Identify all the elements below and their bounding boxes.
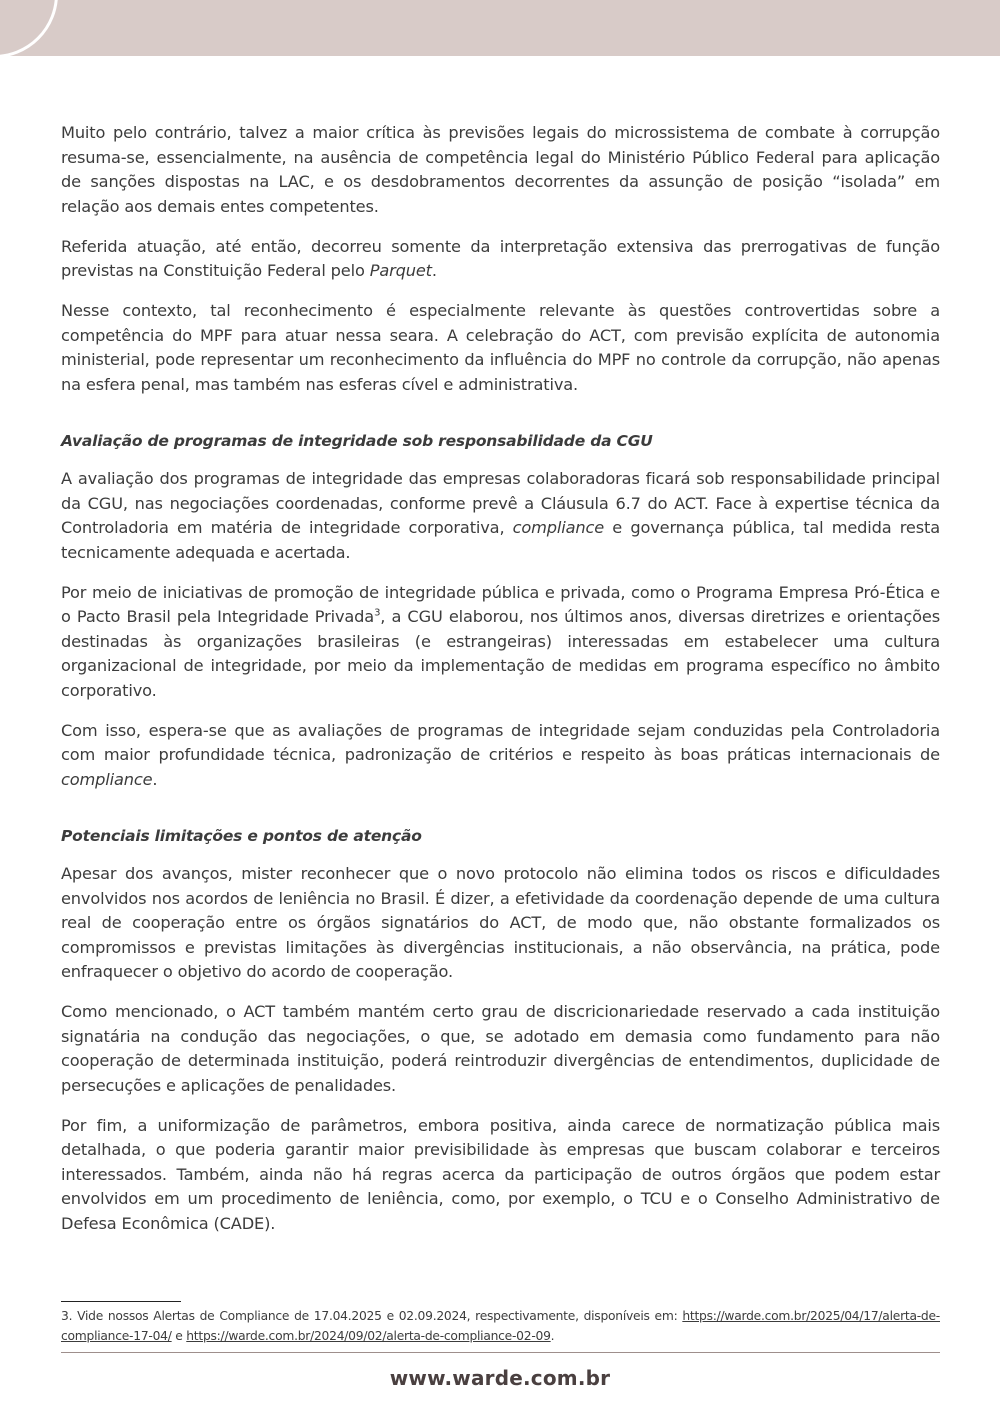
footnote-link-2024[interactable]: https://warde.com.br/2024/09/02/alerta-de-compliance-02-09	[186, 1329, 551, 1343]
paragraph-2	[61, 235, 940, 284]
footer-website[interactable]: www.warde.com.br	[389, 1366, 611, 1390]
paragraph-1: Muito pelo contrário, talvez a maior crítica às previsões legais do microssistema de combate à corrupção resuma-se, essencialmente, na ausência de competência legal do Ministério Público Federal para aplicação de sanções dispostas na LAC, e os desdobramentos decorrentes da assunção de posição “isolada” em relação aos demais entes competentes.	[61, 123, 940, 216]
header-band	[0, 0, 1000, 56]
paragraph-9: Por fim, a uniformização de parâmetros, embora positiva, ainda carece de normatização pública mais detalhada, o que poderia garantir maior previsibilidade às empresas que buscam colaborar e terceiros interessados. Também, ainda não há regras acerca da participação de outros órgãos que podem estar envolvidos em um procedimento de leniência, como, por exemplo, o TCU e o Conselho Administrativo de Defesa Econômica (CADE).	[61, 1115, 940, 1233]
paragraph-4	[61, 467, 940, 565]
corner-arc-decoration	[0, 0, 58, 58]
footnote-link-2025[interactable]: https://warde.com.br/2025/04/17/alerta-de-compliance-17-04/	[61, 1309, 940, 1343]
paragraph-4-end: e governança pública, tal medida resta tecnicamente adequada e acertada.	[61, 518, 940, 562]
paragraph-2-text: Referida atuação, até então, decorreu somente da interpretação extensiva das prerrogativas de função previstas na Constituição Federal pelo	[61, 236, 940, 280]
paragraph-2-end: .	[431, 261, 437, 280]
paragraph-5	[61, 581, 940, 704]
compliance-term: compliance	[512, 518, 605, 537]
paragraph-6-text: Com isso, espera-se que as avaliações de programas de integridade sejam conduzidas pela Controladoria com maior profundidade técnica, padronização de critérios e respeito às boas práticas internacionais de	[61, 720, 940, 764]
compliance-term: compliance	[61, 769, 153, 789]
footer-divider	[61, 1352, 940, 1353]
footnote-marker[interactable]: 3	[374, 607, 381, 619]
section-heading-limitations: Potenciais limitações e pontos de atenção	[61, 827, 422, 845]
paragraph-5-end: , a CGU elaborou, nos últimos anos, diversas diretrizes e orientações destinadas às organizações brasileiras (e estrangeiras) interessadas em estabelecer uma cultura organizacional de integridade, por meio da implementação de medidas em programa específico no âmbito corporativo.	[61, 607, 940, 700]
footnote-divider	[61, 1301, 181, 1302]
parquet-term: Parquet	[369, 261, 432, 280]
footnote-conjunction: e	[171, 1329, 187, 1343]
paragraph-7: Apesar dos avanços, mister reconhecer que o novo protocolo não elimina todos os riscos e dificuldades envolvidos nos acordos de leniência no Brasil. É dizer, a efetividade da coordenação depende de uma cultura real de cooperação entre os órgãos signatários do ACT, de modo que, não obstante formalizados os compromissos e previstas limitações às divergências institucionais, a não observância, na prática, pode enfraquecer o objetivo do acordo de cooperação.	[61, 864, 940, 981]
footnote-end: .	[550, 1329, 555, 1343]
paragraph-6-end: .	[152, 769, 158, 789]
paragraph-6	[61, 719, 940, 793]
main-content	[61, 121, 940, 1252]
section-heading-cgu: Avaliação de programas de integridade sob responsabilidade da CGU	[61, 432, 653, 450]
footnote-3	[61, 1306, 940, 1346]
paragraph-3: Nesse contexto, tal reconhecimento é especialmente relevante às questões controvertidas sobre a competência do MPF para atuar nessa seara. A celebração do ACT, com previsão explícita de autonomia ministerial, pode representar um reconhecimento da influência do MPF no controle da corrupção, não apenas na esfera penal, mas também nas esferas cível e administrativa.	[61, 301, 940, 394]
paragraph-5-text: Por meio de iniciativas de promoção de integridade pública e privada, como o Programa Empresa Pró-Ética e o Pacto Brasil pela Integridade Privada	[61, 582, 940, 626]
paragraph-4-text: A avaliação dos programas de integridade das empresas colaboradoras ficará sob responsabilidade principal da CGU, nas negociações coordenadas, conforme prevê a Cláusula 6.7 do ACT. Face à expertise técnica da Controladoria em matéria de integridade corporativa,	[61, 469, 940, 537]
paragraph-8: Como mencionado, o ACT também mantém certo grau de discricionariedade reservado a cada instituição signatária na condução das negociações, o que, se adotado em demasia como fundamento para não cooperação de determinada instituição, poderá reintroduzir divergências de entendimentos, duplicidade de persecuções e aplicações de penalidades.	[61, 1002, 940, 1095]
footnote-text: 3. Vide nossos Alertas de Compliance de 17.04.2025 e 02.09.2024, respectivamente, disponíveis em:	[61, 1309, 683, 1323]
